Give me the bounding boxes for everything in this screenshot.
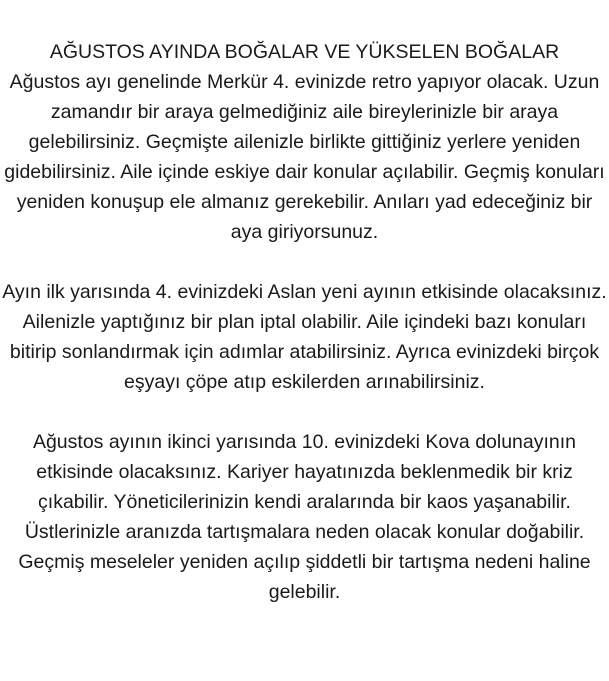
article-title: AĞUSTOS AYINDA BOĞALAR VE YÜKSELEN BOĞALAR [49, 41, 560, 63]
article [0, 38, 609, 607]
paragraph-spacer [0, 247, 609, 277]
paragraph-spacer [0, 397, 609, 427]
paragraph-new-moon: Ayın ilk yarısında 4. evinizdeki Aslan yeni ayının etkisinde olacaksınız. Ailenizle yaptığınız bir plan iptal olabilir. Aile içindeki bazı konuları bitirip sonlandırmak için adımlar atabilirsiniz. Ayrıca evinizdeki birçok eşyayı çöpe atıp eskilerden arınabilirsiniz. [2, 281, 607, 393]
paragraph-mercury-retrograde: Ağustos ayı genelinde Merkür 4. evinizde retro yapıyor olacak. Uzun zamandır bir araya gelmediğiniz aile bireylerinizle bir araya gelebilirsiniz. Geçmişte ailenizle birlikte gittiğiniz yerlere yeniden gidebilirsiniz. Aile içinde eskiye dair konular açılabilir. Geçmiş konuları yeniden konuşup ele almanız gerekebilir. Anıları yad edeceğiniz bir aya giriyorsunuz. [4, 71, 605, 243]
paragraph-full-moon: Ağustos ayının ikinci yarısında 10. evinizdeki Kova dolunayının etkisinde olacaksınız. Kariyer hayatınızda beklenmedik bir kriz çıkabilir. Yöneticilerinizin kendi aralarında bir kaos yaşanabilir. Üstlerinizle aranızda tartışmalara neden olacak konular doğabilir. Geçmiş meseleler yeniden açılıp şiddetli bir tartışma nedeni haline gelebilir. [18, 431, 591, 603]
